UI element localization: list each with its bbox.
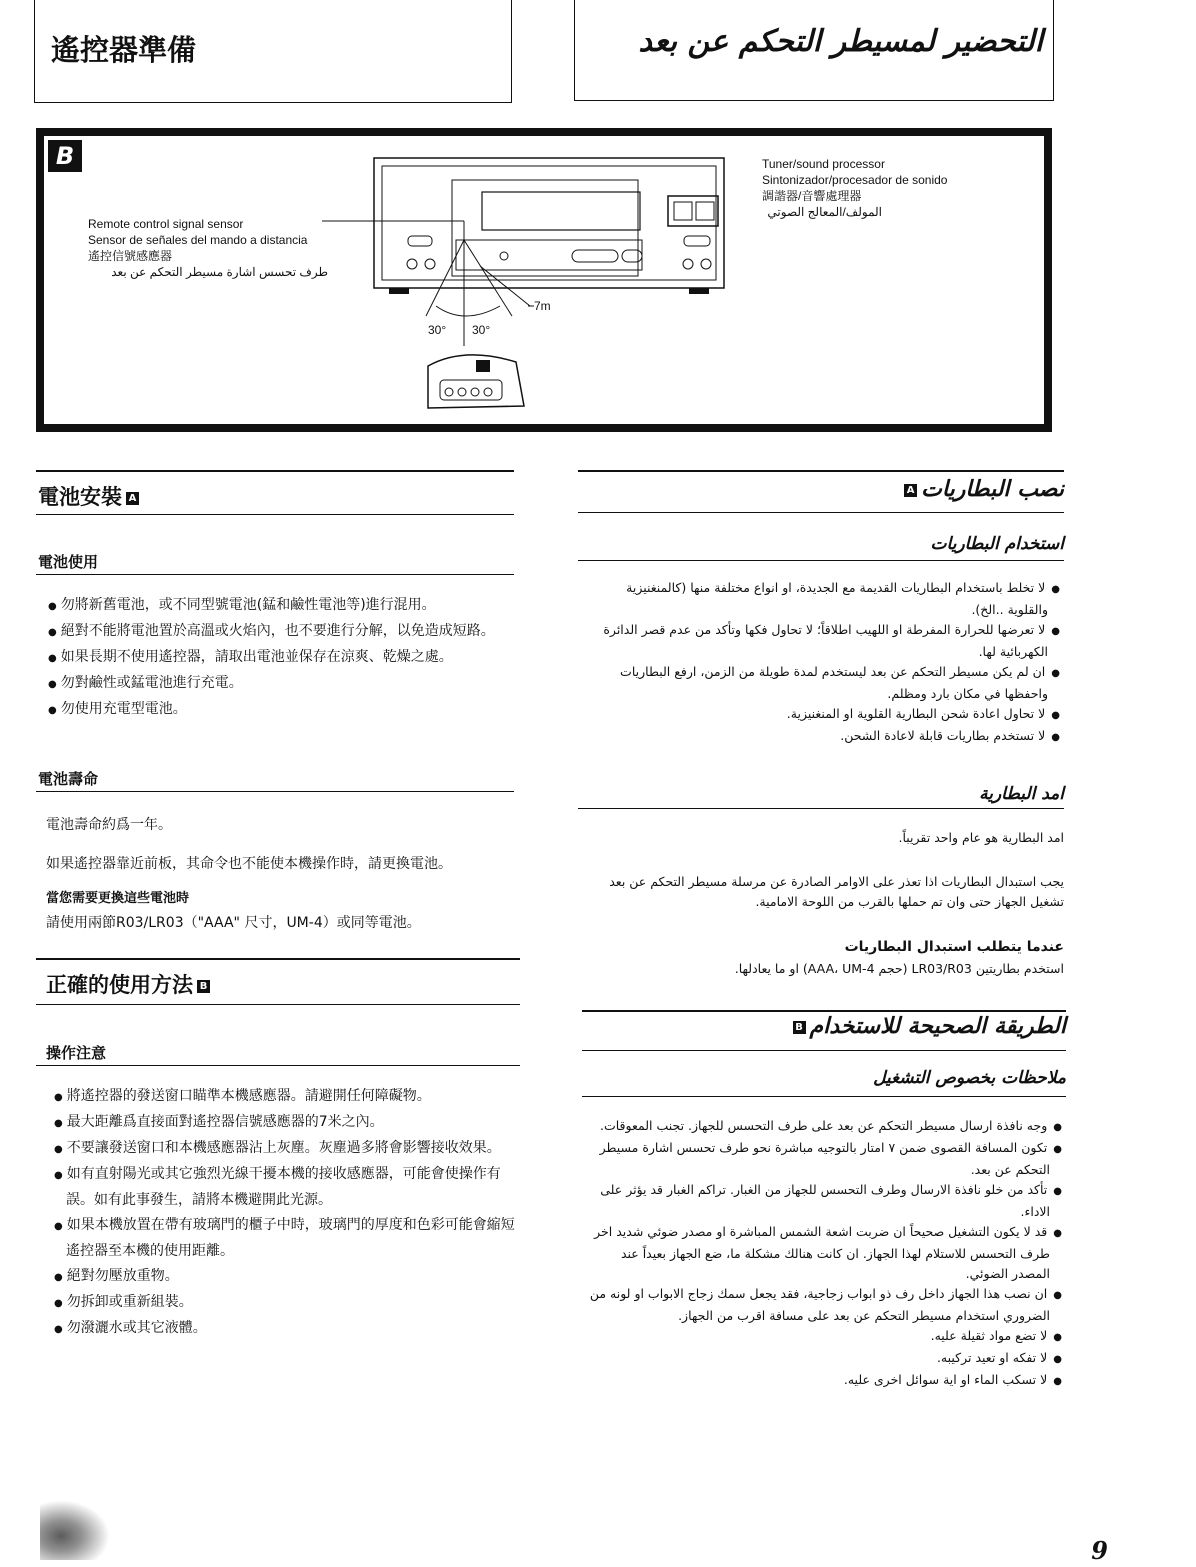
figure-remote-range: [36, 128, 1052, 432]
list-item: ● 如果本機放置在帶有玻璃門的櫃子中時，玻璃門的厚度和色彩可能會縮短遙控器至本機的使用距離。: [50, 1213, 522, 1264]
list-item: ● لا تضع مواد ثقيلة عليه.: [588, 1326, 1066, 1348]
zh-correct-title: 正確的使用方法 B: [46, 969, 214, 999]
rule: [582, 1010, 1066, 1012]
list-item: ● لا تخلط باستخدام البطاريات القديمة مع الجديدة، او انواع مختلفة منها (كالمنغنيزية والقلوية ..الخ).: [584, 578, 1064, 620]
rule: [578, 512, 1064, 513]
rule: [578, 560, 1064, 561]
rule: [578, 470, 1064, 472]
list-item: ● تكون المسافة القصوى ضمن ٧ امتار بالتوجيه مباشرة نحو طرف تحسس اشارة مسيطر التحكم عن بعد.: [588, 1138, 1066, 1180]
zh-life-title: 電池壽命: [38, 770, 99, 788]
list-item: ● لا تحاول اعادة شحن البطارية القلوية او المنغنيزية.: [584, 704, 1064, 726]
ar-notes-list: [588, 1116, 1066, 1392]
zh-replace-title: 當您需要更換這些電池時: [46, 891, 190, 906]
list-item: ● 如果長期不使用遙控器，請取出電池並保存在涼爽、乾燥之處。: [44, 645, 518, 671]
zh-use-list: [44, 593, 518, 723]
zh-replace-text: 請使用兩節R03/LR03（"AAA" 尺寸，UM-4）或同等電池。: [46, 915, 421, 931]
ar-correct-tag: B: [793, 1021, 806, 1034]
zh-notes-title: 操作注意: [46, 1044, 107, 1062]
list-item: ● 最大距離爲直接面對遙控器信號感應器的7米之內。: [50, 1110, 522, 1136]
ar-battery-tag: A: [904, 484, 917, 497]
ar-use-list: [584, 578, 1064, 748]
list-item: ● 勿使用充電型電池。: [44, 697, 518, 723]
page-number: 9: [1091, 1536, 1108, 1565]
rule: [36, 574, 514, 575]
list-item: ● وجه نافذة ارسال مسيطر التحكم عن بعد على طرف التحسس للجهاز. تجنب المعوقات.: [588, 1116, 1066, 1138]
rule: [36, 1065, 520, 1066]
list-item: ● لا تستخدم بطاريات قابلة لاعادة الشحن.: [584, 726, 1064, 748]
list-item: ● 勿對鹼性或錳電池進行充電。: [44, 671, 518, 697]
rule: [36, 791, 514, 792]
zh-life-p1: 電池壽命約爲一年。: [46, 817, 172, 833]
title-box-zh: [34, 0, 512, 103]
ar-notes-title: ملاحظات بخصوص التشغيل: [873, 1068, 1066, 1088]
ar-replace-text: استخدم بطاريتين LR03/R03 (حجم AAA، UM-4) او ما يعادلها.: [734, 961, 1064, 976]
zh-life-p2: 如果遙控器靠近前板，其命令也不能使本機操作時，請更換電池。: [46, 856, 452, 872]
rule: [582, 1050, 1066, 1051]
list-item: ● 勿拆卸或重新組裝。: [50, 1290, 522, 1316]
list-item: ● 不要讓發送窗口和本機感應器沾上灰塵。灰塵過多將會影響接收效果。: [50, 1136, 522, 1162]
list-item: ● ان لم يكن مسيطر التحكم عن بعد ليستخدم لمدة طويلة من الزمن، ارفع البطاريات واحفظها في مكان بارد ومظلم.: [584, 662, 1064, 704]
list-item: ● لا تفكه او تعيد تركيبه.: [588, 1348, 1066, 1370]
zh-use-title: 電池使用: [38, 553, 99, 571]
list-item: ● 如有直射陽光或其它強烈光線干擾本機的接收感應器，可能會使操作有誤。如有此事發生，請將本機避開此光源。: [50, 1162, 522, 1213]
zh-battery-title: 電池安裝 A: [38, 481, 143, 511]
list-item: ● 勿將新舊電池，或不同型號電池(錳和鹼性電池等)進行混用。: [44, 593, 518, 619]
zh-battery-tag: A: [126, 492, 139, 505]
rule: [36, 470, 514, 472]
range-line-right: [464, 240, 512, 316]
rule: [578, 808, 1064, 809]
angle-right-label: 30°: [472, 323, 491, 337]
rule: [36, 958, 520, 960]
scan-mark: [40, 1500, 110, 1560]
ar-life-p2: يجب استبدال البطاريات اذا تعذر على الاوامر الصادرة عن مرسلة مسيطر التحكم عن بعد تشغيل الجهاز حتى وان تم حملها بالقرب من اللوحة الامامية.: [609, 874, 1064, 909]
angle-left-label: 30°: [428, 323, 447, 337]
list-item: ● ان نصب هذا الجهاز داخل رف ذو ابواب زجاجية، فقد يجعل سمك زجاج الابواب او لونه من الضروري استخدام مسيطر التحكم عن بعد على مسافة اقرب من الجهاز.: [588, 1284, 1066, 1326]
zh-notes-list: [50, 1084, 522, 1342]
range-line-left: [426, 240, 464, 316]
list-item: ● 勿潑灑水或其它液體。: [50, 1316, 522, 1342]
list-item: ● 絕對不能將電池置於高溫或火焰內，也不要進行分解，以免造成短路。: [44, 619, 518, 645]
figure-tag: B: [48, 140, 82, 172]
title-box-ar: [574, 0, 1054, 101]
page-title-zh: 遙控器準備: [51, 33, 197, 67]
list-item: ● تأكد من خلو نافذة الارسال وطرف التحسس للجهاز من الغبار. تراكم الغبار قد يؤثر على الاداء.: [588, 1180, 1066, 1222]
rule: [36, 514, 514, 515]
ar-life-p1: امد البطارية هو عام واحد تقريباً.: [898, 830, 1064, 845]
ar-correct-title: الطريقة الصحيحة للاستخدامB: [582, 1014, 1066, 1039]
list-item: ● 絕對勿壓放重物。: [50, 1264, 522, 1290]
page-title-ar: التحضير لمسيطر التحكم عن بعد: [638, 24, 1043, 59]
list-item: ● 將遙控器的發送窗口瞄準本機感應器。請避開任何障礙物。: [50, 1084, 522, 1110]
list-item: ● لا تسكب الماء او اية سوائل اخرى عليه.: [588, 1370, 1066, 1392]
sensor-label: Remote control signal sensor Sensor de señales del mando a distancia 遙控信號感應器 طرف تحسس اشارة مسيطر التحكم عن بعد: [88, 217, 328, 279]
list-item: ● لا تعرضها للحرارة المفرطة او اللهيب اطلاقاً؛ لا تحاول فكها وتأكد من عدم قصر الدائرة الكهربائية لها.: [584, 620, 1064, 662]
tuner-label: Tuner/sound processor Sintonizador/procesador de sonido 調諧器/音響處理器 المولف/المعالج الصوتي: [762, 157, 948, 219]
ar-use-title: استخدام البطاريات: [930, 534, 1064, 554]
rule: [582, 1096, 1066, 1097]
list-item: ● قد لا يكون التشغيل صحيحاً ان ضربت اشعة الشمس المباشرة او مصدر ضوئي شديد اخر طرف التحسس للاستلام لهذا الجهاز. ان كانت هنالك مشكلة ما، ضع الجهاز بعيداً عند المصدر الضوئي.: [588, 1222, 1066, 1284]
zh-correct-tag: B: [197, 980, 210, 993]
distance-label: 7m: [534, 299, 551, 313]
device-body: [374, 158, 724, 288]
ar-replace-title: عندما يتطلب استبدال البطاريات: [844, 939, 1064, 955]
ar-life-title: امد البطارية: [979, 784, 1064, 804]
ar-battery-title: نصب البطارياتA: [578, 477, 1064, 502]
rule: [36, 1004, 520, 1005]
